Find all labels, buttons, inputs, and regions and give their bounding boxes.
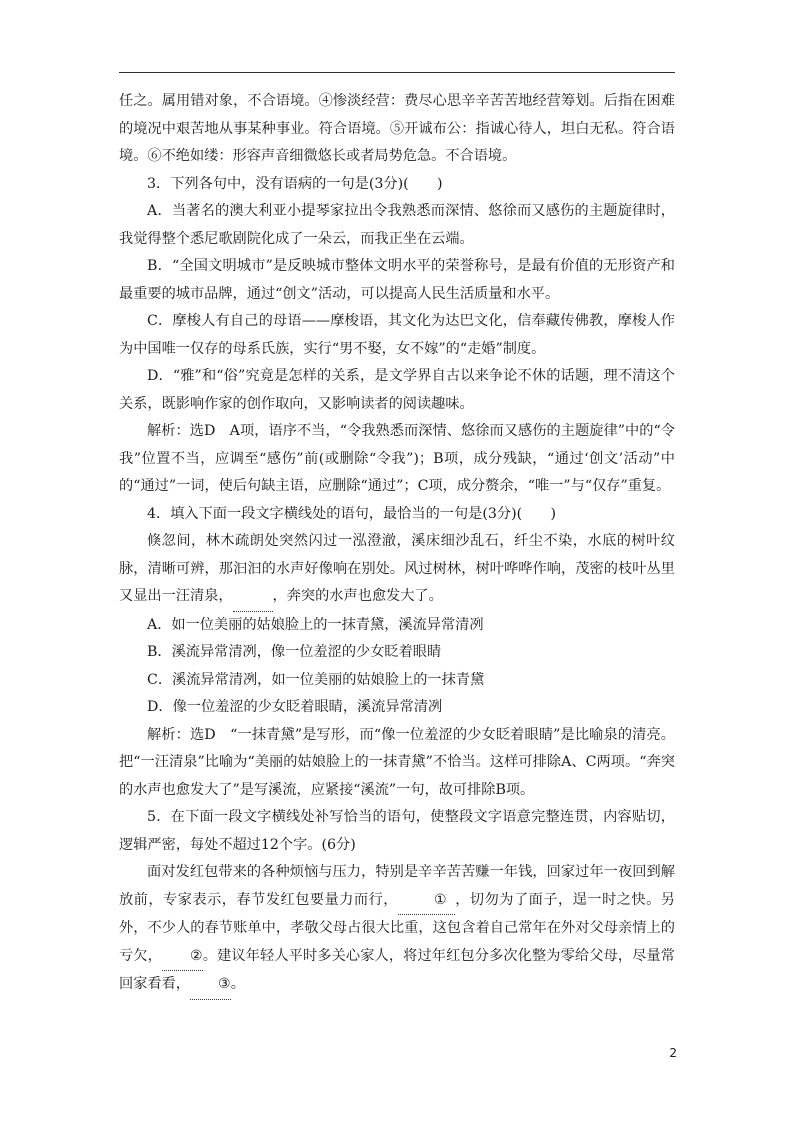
fill-blank-2 [162, 943, 203, 972]
fill-blank-3 [190, 971, 231, 1000]
passage-text: 倏忽间，林木疏朗处突然闪过一泓澄澈，溪床细沙乱石，纤尘不染，水底的树叶纹脉，清晰可辨，那汩汩的水声好像响在别处。风过树林，树叶哗哗作响，茂密的枝叶丛里又显出一汪清泉， [119, 533, 675, 604]
paragraph-continuation: 任之。属用错对象，不合语境。④惨淡经营：费尽心思辛辛苦苦地经营筹划。后指在困难的境况中艰苦地从事某种事业。符合语境。⑤开诚布公：指诚心待人，坦白无私。符合语境。⑥不绝如缕：形容声音细微悠长或者局势危急。不合语境。 [119, 93, 675, 164]
header-rule [119, 72, 675, 73]
fill-blank [233, 583, 273, 612]
passage-text: 面对发红包带来的各种烦恼与压力，特别是辛辛苦苦赚一年钱，回家过年一夜回到解放前，专家表示，春节发红包要量力而行， [119, 864, 675, 908]
question-4-analysis: 解析：选D “一抹青黛”是写形，而“像一位羞涩的少女眨着眼睛”是比喻泉的清亮。把“一汪清泉”比喻为“美丽的姑娘脸上的一抹青黛”不恰当。这样可排除A、C两项。“奔突的水声也愈发大了”是写溪流，应紧接“溪流”一句，故可排除B项。 [119, 726, 675, 798]
question-3-option-b: B．“全国文明城市”是反映城市整体文明水平的荣誉称号，是最有价值的无形资产和最重要的城市品牌，通过“创文”活动，可以提高人民生活质量和水平。 [119, 258, 675, 302]
blank-3-label: ③ [217, 976, 231, 992]
question-4-passage [119, 528, 675, 612]
question-4-option-c: C．溪流异常清冽，如一位美丽的姑娘脸上的一抹青黛 [147, 671, 485, 688]
question-4-stem: 4．填入下面一段文字横线处的语句，最恰当的一句是(3分)( ) [147, 505, 557, 522]
page-number: 2 [669, 1046, 677, 1060]
blank-2-label: ② [189, 947, 203, 964]
question-3-stem: 3．下列各句中，没有语病的一句是(3分)( ) [147, 175, 443, 192]
question-4-option-d: D．像一位羞涩的少女眨着眼睛，溪流异常清冽 [147, 699, 443, 715]
question-3-analysis: 解析：选D A项，语序不当，“令我熟悉而深情、悠徐而又感伤的主题旋律”中的“令我”位置不当，应调至“感伤”前(或删除“令我”)；B项，成分残缺，“通过‘创文’活动”中的“通过”一词，使后句缺主语，应删除“通过”；C项，成分赘余，“唯一”与“仅存”重复。 [119, 423, 675, 494]
passage-text: ，切勿为了面子，逞一时之快。另外，不少人的春节账单中，孝敬父母占很大比重，这包含着自己常年在外对父母亲情上的亏欠， [119, 891, 675, 964]
question-3-option-a: A．当著名的澳大利亚小提琴家拉出令我熟悉而深情、悠徐而又感伤的主题旋律时，我觉得整个悉尼歌剧院化成了一朵云，而我正坐在云端。 [119, 203, 675, 247]
blank-1-label: ① [434, 891, 447, 908]
question-4-option-a: A．如一位美丽的姑娘脸上的一抹青黛，溪流异常清冽 [147, 616, 484, 633]
question-5-passage [119, 859, 675, 1000]
question-4-option-b: B．溪流异常清冽，像一位羞涩的少女眨着眼睛 [147, 644, 442, 660]
fill-blank-1 [398, 887, 455, 916]
question-3-option-d: D．“雅”和“俗”究竟是怎样的关系，是文学界自古以来争论不休的话题，理不清这个关系，既影响作家的创作取向，又影响读者的阅读趣味。 [119, 368, 675, 412]
passage-text: 。建议年轻人平时多关心家人，将过年红包分多次化整为零给父母，尽量常回家看看， [119, 947, 675, 992]
document-body [119, 88, 675, 1000]
passage-text: ，奔突的水声也愈发大了。 [272, 588, 443, 604]
question-5-stem: 5．在下面一段文字横线处补写恰当的语句，使整段文字语意完整连贯，内容贴切，逻辑严密，每处不超过12个字。(6分) [119, 809, 675, 853]
passage-text: 。 [230, 976, 245, 992]
question-3-option-c: C．摩梭人有自己的母语——摩梭语，其文化为达巴文化，信奉藏传佛教，摩梭人作为中国唯一仅存的母系氏族，实行“男不娶，女不嫁”的“走婚”制度。 [119, 313, 675, 357]
